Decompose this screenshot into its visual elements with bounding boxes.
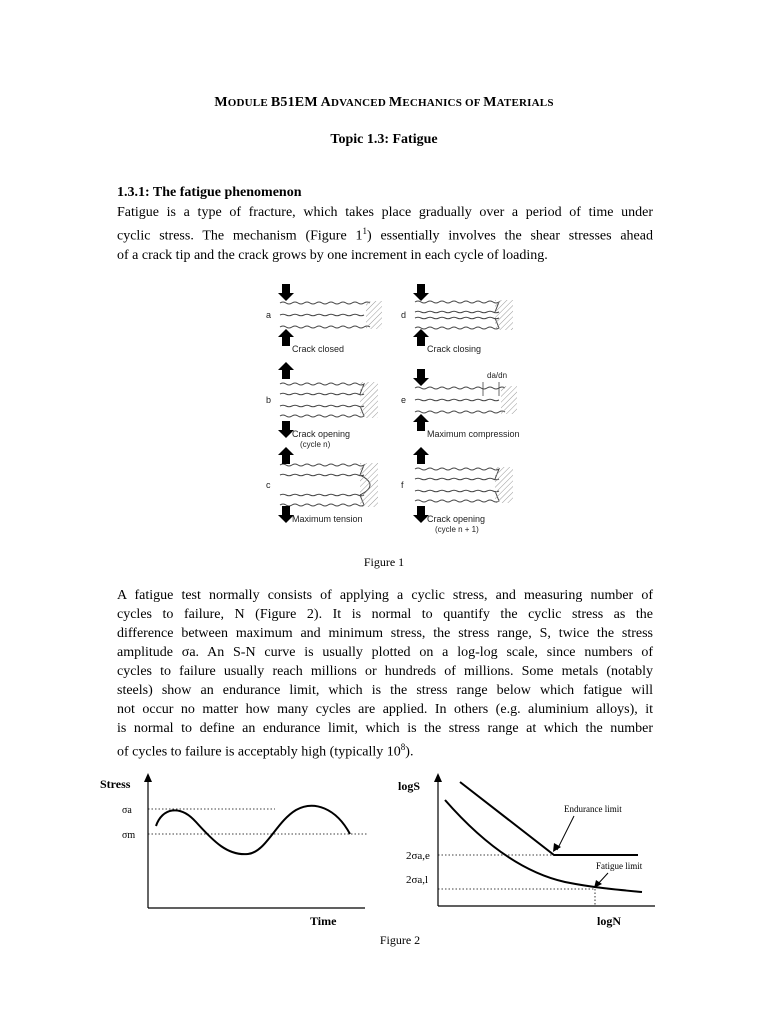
- specimen-bottom-edge: [280, 406, 364, 417]
- x-axis-label: logN: [597, 914, 621, 928]
- panel-letter: a: [266, 310, 272, 320]
- figure-2-stress-time-plot: [100, 770, 370, 930]
- paragraph-fatigue-intro: [117, 203, 653, 265]
- endurance-curve: [460, 782, 638, 855]
- specimen-hatch: [495, 300, 513, 330]
- load-arrow-icon: [278, 447, 294, 464]
- text-line: difference between maximum and minimum stress, the stress range, S, twice the stress: [117, 626, 653, 641]
- specimen-top-edge: [415, 301, 499, 312]
- text-line: not occur no matter how many cycles are applied. In others (e.g. aluminium alloys), it: [117, 702, 653, 717]
- panel-annotation: da/dn: [487, 371, 508, 380]
- crack-lower-face: [280, 405, 364, 407]
- sigma-a-label: σa: [122, 805, 132, 816]
- tick-upper-label: 2σa,e: [406, 850, 430, 862]
- section-heading: 1.3.1: The fatigue phenomenon: [117, 185, 302, 200]
- specimen-top-edge: [280, 383, 364, 394]
- specimen-hatch: [360, 382, 378, 418]
- figure-2-caption: Figure 2: [379, 933, 421, 947]
- endurance-pointer: [557, 816, 574, 850]
- stress-wave-curve: [156, 806, 350, 854]
- module-title-part: DVANCED: [330, 97, 389, 109]
- module-title-part: ATERIALS: [496, 97, 554, 109]
- specimen-top-edge: [280, 464, 364, 475]
- specimen-outline: [280, 301, 380, 329]
- y-axis-arrow: [144, 773, 152, 782]
- module-title-part: M: [483, 95, 497, 110]
- crack-upper-face: [415, 311, 499, 313]
- text-line: amplitude σa. An S-N curve is usually plotted on a log-log scale, since numbers of: [117, 645, 653, 660]
- panel-sublabel: (cycle n): [300, 440, 331, 449]
- paragraph-fatigue-test: [117, 586, 653, 762]
- load-arrow-icon: [413, 369, 429, 386]
- footnote-ref: 1: [362, 226, 367, 236]
- module-title: [0, 95, 768, 111]
- text-line: A fatigue test normally consists of applying a cyclic stress, and measuring number of: [117, 588, 653, 603]
- module-title-part: B51EM: [270, 95, 321, 110]
- panel-letter: b: [266, 395, 272, 405]
- text-line: of cycles to failure is acceptably high (typically $10^8$).: [117, 742, 414, 760]
- y-axis-label: Stress: [100, 777, 131, 791]
- crack-lower-face: [415, 490, 499, 492]
- load-arrow-icon: [413, 447, 429, 464]
- module-title-part: ECHANICS OF: [402, 97, 484, 109]
- y-axis-arrow: [434, 773, 442, 782]
- topic-title: Topic 1.3: Fatigue: [330, 132, 438, 147]
- panel-label: Crack opening: [427, 514, 486, 524]
- crack-lower-face: [280, 494, 364, 496]
- load-arrow-icon: [413, 284, 429, 301]
- figure-1-caption: Figure 1: [363, 555, 405, 569]
- text-line: Fatigue is a type of fracture, which takes place gradually over a period of time under: [117, 205, 653, 220]
- load-arrow-icon: [278, 362, 294, 379]
- crack-upper-face: [280, 393, 364, 395]
- text-line: is normal to define an endurance limit, which is the stress range at which the number: [117, 721, 653, 736]
- figure-1-diagram: [0, 275, 768, 535]
- load-arrow-icon: [278, 284, 294, 301]
- superscript: 8: [400, 742, 406, 752]
- text-line: steels) show an endurance limit, which is the stress range below which fatigue will: [117, 683, 653, 698]
- module-title-part: M: [388, 95, 403, 110]
- module-title-part: M: [214, 95, 228, 110]
- specimen-hatch: [495, 467, 513, 503]
- panel-label: Maximum compression: [427, 429, 520, 439]
- specimen-hatch: [360, 463, 378, 507]
- specimen-bottom-edge: [280, 326, 370, 328]
- text-line: of a crack tip and the crack grows by one increment in each cycle of loading.: [117, 247, 548, 263]
- endurance-limit-label: Endurance limit: [564, 804, 622, 814]
- panel-label: Maximum tension: [292, 514, 363, 524]
- text-line: cycles to failure usually reach millions or hundreds of millions. Some metals (notably: [117, 664, 653, 679]
- text-line: cycles to failure, N (Figure 2). It is normal to quantify the cyclic stress as the: [117, 607, 653, 622]
- specimen-bottom-edge: [415, 411, 505, 413]
- panel-letter: f: [401, 480, 404, 490]
- crack-upper-face: [280, 474, 364, 476]
- panel-letter: c: [266, 480, 271, 490]
- specimen-outline: [415, 386, 515, 414]
- specimen-hatch: [366, 301, 382, 329]
- panel-sublabel: (cycle n + 1): [435, 525, 479, 534]
- specimen-top-edge: [415, 387, 505, 389]
- panel-letter: d: [401, 310, 407, 320]
- crack-line: [415, 399, 499, 401]
- panel-label: Crack closing: [427, 344, 482, 354]
- tick-lower-label: 2σa,l: [406, 874, 429, 886]
- specimen-bottom-edge: [415, 491, 499, 502]
- x-axis-label: Time: [310, 914, 337, 928]
- panel-label: Crack opening: [292, 429, 351, 439]
- module-title-part: A: [320, 95, 331, 110]
- specimen-hatch: [501, 386, 517, 414]
- crack-lower-face: [415, 317, 499, 319]
- sigma-m-label: σm: [122, 830, 136, 841]
- crack-line: [280, 314, 364, 316]
- y-axis-label: logS: [398, 779, 421, 793]
- panel-letter: e: [401, 395, 407, 405]
- specimen-bottom-edge: [415, 318, 499, 329]
- text-line: cyclic stress. The mechanism (Figure $1^1$) essentially involves the shear stresses ahead: [117, 226, 653, 244]
- specimen-bottom-edge: [280, 495, 364, 506]
- crack-upper-face: [415, 478, 499, 480]
- figure-2-sn-curve-plot: [390, 770, 660, 930]
- module-title-part: ODULE: [227, 97, 271, 109]
- specimen-top-edge: [415, 468, 499, 479]
- fatigue-limit-label: Fatigue limit: [596, 861, 643, 871]
- panel-label: Crack closed: [292, 344, 345, 354]
- specimen-top-edge: [280, 302, 370, 304]
